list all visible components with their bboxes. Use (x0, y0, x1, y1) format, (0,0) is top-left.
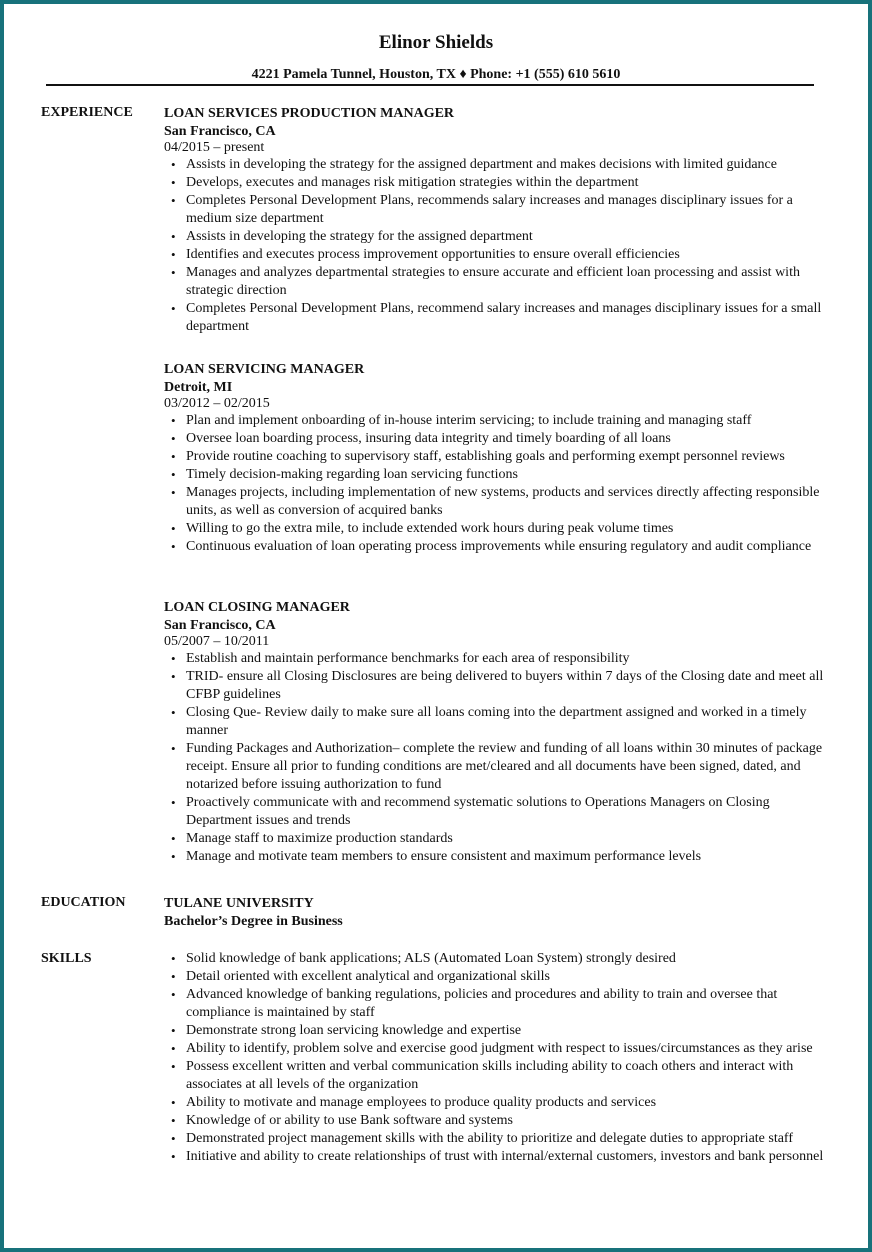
list-item: • Manages projects, including implementation of new systems, products and services directly affecting responsible units, as well as conversion of acquired banks (164, 484, 824, 520)
list-item: • Possess excellent written and verbal communication skills including ability to coach others and interact with associates at all levels of the organization (164, 1058, 824, 1094)
resume-page (4, 4, 868, 1248)
job-location: San Francisco, CA (164, 618, 276, 633)
list-item: • Willing to go the extra mile, to include extended work hours during peak volume times (164, 520, 824, 538)
header-divider (46, 84, 814, 86)
list-item: • Ability to identify, problem solve and exercise good judgment with respect to issues/circumstances as they arise (164, 1040, 824, 1058)
job-dates: 04/2015 – present (164, 140, 265, 155)
job-dates: 05/2007 – 10/2011 (164, 634, 270, 649)
job-bullets (164, 156, 824, 336)
list-item: • Advanced knowledge of banking regulations, policies and procedures and ability to train and oversee that compliance is maintained by staff (164, 986, 824, 1022)
degree: Bachelor’s Degree in Business (164, 914, 343, 929)
list-item: • Completes Personal Development Plans, recommends salary increases and manages disciplinary issues for a medium size department (164, 192, 824, 228)
job-location: Detroit, MI (164, 380, 233, 395)
list-item: • Completes Personal Development Plans, recommend salary increases and manages disciplinary issues for a small department (164, 300, 824, 336)
list-item: • Detail oriented with excellent analytical and organizational skills (164, 968, 824, 986)
section-label-education: EDUCATION (41, 895, 126, 910)
list-item: • TRID- ensure all Closing Disclosures are being delivered to buyers within 7 days of the Closing date and meet all CFBP guidelines (164, 668, 824, 704)
contact-line: 4221 Pamela Tunnel, Houston, TX ♦ Phone: +1 (555) 610 5610 (251, 67, 621, 82)
list-item: • Ability to motivate and manage employees to produce quality products and services (164, 1094, 824, 1112)
list-item: • Proactively communicate with and recommend systematic solutions to Operations Managers on Closing Department issues and trends (164, 794, 824, 830)
job-entry (164, 599, 824, 866)
list-item: • Initiative and ability to create relationships of trust with internal/external customers, investors and bank personnel (164, 1148, 824, 1166)
list-item: • Develops, executes and manages risk mitigation strategies within the department (164, 174, 824, 192)
job-title: LOAN SERVICES PRODUCTION MANAGER (164, 106, 455, 121)
list-item: • Establish and maintain performance benchmarks for each area of responsibility (164, 650, 824, 668)
list-item: • Manages and analyzes departmental strategies to ensure accurate and efficient loan processing and assist with strategic direction (164, 264, 824, 300)
list-item: • Manage and motivate team members to ensure consistent and maximum performance levels (164, 848, 824, 866)
job-dates: 03/2012 – 02/2015 (164, 396, 270, 411)
list-item: • Identifies and executes process improvement opportunities to ensure overall efficiencies (164, 246, 824, 264)
education-entry (164, 895, 824, 930)
list-item: • Provide routine coaching to supervisory staff, establishing goals and performing exempt personnel reviews (164, 448, 824, 466)
list-item: • Plan and implement onboarding of in-house interim servicing; to include training and managing staff (164, 412, 824, 430)
list-item: • Knowledge of or ability to use Bank software and systems (164, 1112, 824, 1130)
job-title: LOAN CLOSING MANAGER (164, 600, 350, 615)
job-title: LOAN SERVICING MANAGER (164, 362, 365, 377)
list-item: • Continuous evaluation of loan operating process improvements while ensuring regulatory and audit compliance (164, 538, 824, 556)
list-item: • Assists in developing the strategy for the assigned department (164, 228, 824, 246)
section-label-experience: EXPERIENCE (41, 105, 133, 120)
list-item: • Demonstrate strong loan servicing knowledge and expertise (164, 1022, 824, 1040)
list-item: • Timely decision-making regarding loan servicing functions (164, 466, 824, 484)
job-bullets (164, 412, 824, 556)
job-location: San Francisco, CA (164, 124, 276, 139)
skills-bullets (164, 950, 824, 1166)
list-item: • Demonstrated project management skills with the ability to prioritize and delegate duties to appropriate staff (164, 1130, 824, 1148)
list-item: • Assists in developing the strategy for the assigned department and makes decisions with limited guidance (164, 156, 824, 174)
job-bullets (164, 650, 824, 866)
section-label-skills: SKILLS (41, 951, 92, 966)
skills-list (164, 950, 824, 1166)
list-item: • Funding Packages and Authorization– complete the review and funding of all loans within 30 minutes of package receipt. Ensure all prior to funding conditions are met/cleared and all documents have been signed, dated, and notarized before issuing authorization to fund (164, 740, 824, 794)
list-item: • Solid knowledge of bank applications; ALS (Automated Loan System) strongly desired (164, 950, 824, 968)
list-item: • Manage staff to maximize production standards (164, 830, 824, 848)
candidate-name: Elinor Shields (378, 32, 494, 53)
list-item: • Closing Que- Review daily to make sure all loans coming into the department assigned and worked in a timely manner (164, 704, 824, 740)
school-name: TULANE UNIVERSITY (164, 896, 314, 911)
list-item: • Oversee loan boarding process, insuring data integrity and timely boarding of all loans (164, 430, 824, 448)
job-entry (164, 105, 824, 336)
job-entry (164, 361, 824, 556)
